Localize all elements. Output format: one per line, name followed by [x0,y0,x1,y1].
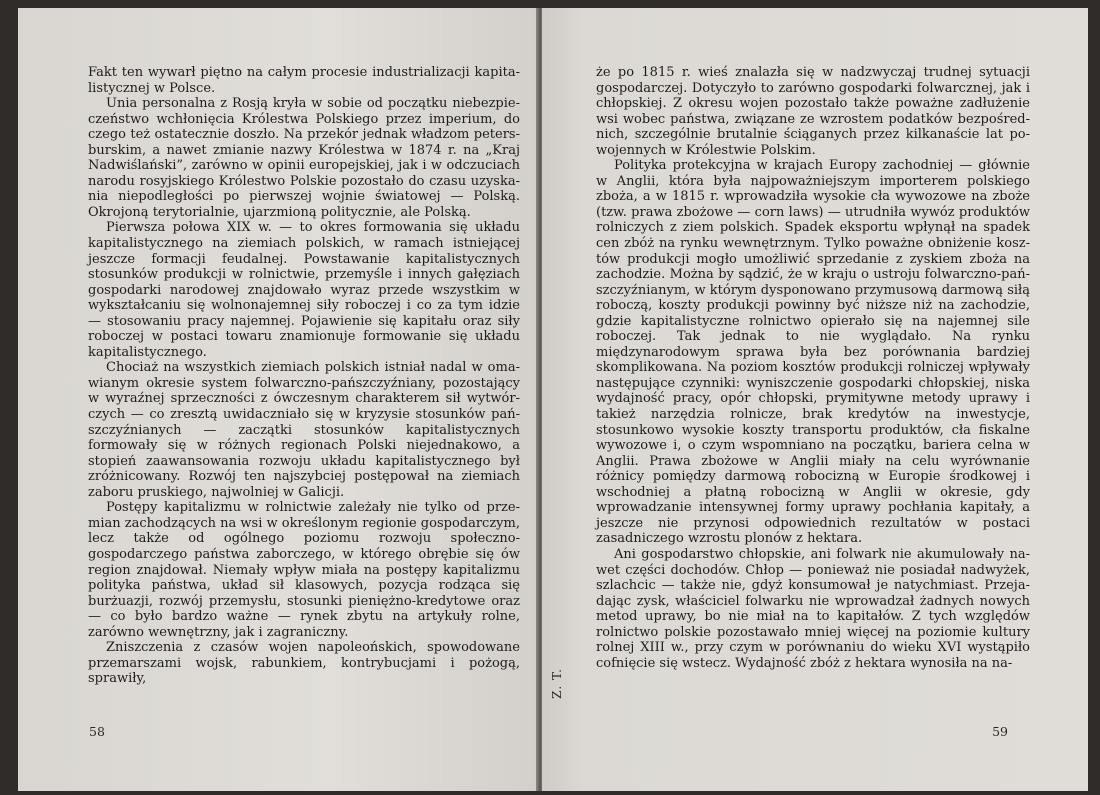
paragraph: Postępy kapitalizmu w rolnictwie zależały nie tylko od przemian zachodzących na wsi w określonym regionie gospodarczym, lecz także od ogólnego poziomu rozwoju społeczno-gospodarczego państwa zaborczego, w którego obrębie się ów region znajdował. Niemały wpływ miała na postępy kapitalizmu polityka państwa, układ sił klasowych, pozycja rodząca się burżuazji, rozwój przemysłu, stosunki pieniężno-kredytowe oraz — co było bardzo ważne — rynek zbytu na artykuły rolne, zarówno wewnętrzny, jak i zagraniczny. [88,500,520,640]
paragraph: Polityka protekcyjna w krajach Europy zachodniej — głównie w Anglii, która była najpoważniejszym importerem polskiego zboża, a w 1815 r. wprowadziła wysokie cła wywozowe na zboże (tzw. prawa zbożowe — corn laws) — utrudniła wywóz produktów rolniczych z ziem polskich. Spadek eksportu wpłynął na spadek cen zbóż na rynku wewnętrznym. Tylko poważne obniżenie kosztów produkcji mogło umożliwić sprzedanie z zyskiem zboża na zachodzie. Można by sądzić, że w kraju o ustroju folwarczno-pańszczyźnianym, w którym dysponowano przymusową darmową siłą roboczą, koszty produkcji powinny być niższe niż na zachodzie, gdzie kapitalistyczne rolnictwo opierało się na najemnej sile roboczej. Tak jednak to nie wyglądało. Na rynku międzynarodowym sprawa była bez porównania bardziej skomplikowana. Na poziom kosztów produkcji rolniczej wpływały następujące czynniki: wyniszczenie gospodarki chłopskiej, niska wydajność pracy, opór chłopski, prymitywne metody uprawy i takież narzędzia rolnicze, brak kredytów na inwestycje, stosunkowo wysokie koszty transportu produktów, cła fiskalne wywozowe i, o czym wspomniano na początku, bariera celna w Anglii. Prawa zbożowe w Anglii miały na celu wyrównanie różnicy pomiędzy darmową robocizną w Europie środkowej i wschodniej a płatną robocizną w Anglii w okresie, gdy wprowadzanie intensywnej formy uprawy pochłania kapitały, a jeszcze nie przynosi odpowiednich rezultatów w postaci zasadniczego wzrostu plonów z hektara. [596,158,1030,547]
paragraph: Pierwsza połowa XIX w. — to okres formowania się układu kapitalistycznego na ziemiach polskich, w ramach istniejącej jeszcze formacji feudalnej. Powstawanie kapitalistycznych stosunków produkcji w rolnictwie, przemyśle i innych gałęziach gospodarki narodowej znajdowało wyraz przede wszystkim w wykształcaniu się wolnonajemnej siły roboczej i co za tym idzie — stosowaniu pracy najemnej. Pojawienie się kapitału oraz siły roboczej w postaci towaru znamionuje formowanie się układu kapitalistycznego. [88,220,520,360]
left-page [18,8,538,791]
paragraph: Fakt ten wywarł piętno na całym procesie industrializacji kapitalistycznej w Polsce. [88,65,520,96]
paragraph: że po 1815 r. wieś znalazła się w nadzwyczaj trudnej sytuacji gospodarczej. Dotyczyło to zarówno gospodarki folwarcznej, jak i chłopskiej. Z okresu wojen pozostało także poważne zadłużenie wsi wobec państwa, związane ze wzrostem podatków bezpośrednich, szczególnie brutalnie ściąganych przez kilkanaście lat powojennych w Królestwie Polskim. [596,65,1030,158]
paragraph: Zniszczenia z czasów wojen napoleońskich, spowodowane przemarszami wojsk, rabunkiem, kontrybucjami i pożogą, sprawiły, [88,640,520,687]
page-number-left: 58 [89,724,105,739]
right-page [542,8,1088,791]
paragraph: Chociaż na wszystkich ziemiach polskich istniał nadal w omawianym okresie system folwarczno-pańszczyźniany, pozostający w wyraźnej sprzeczności z ówczesnym charakterem sił wytwórczych — co zresztą uwidaczniało się w kryzysie stosunków pańszczyźnianych — zaczątki stosunków kapitalistycznych formowały się w różnych regionach Polski niejednakowo, a stopień zaawansowania rozwoju układu kapitalistycznego był zróżnicowany. Rozwój ten najszybciej postępował na ziemiach zaboru pruskiego, najwolniej w Galicji. [88,360,520,500]
left-page-text [88,65,520,687]
paragraph: Ani gospodarstwo chłopskie, ani folwark nie akumulowały nawet części dochodów. Chłop — ponieważ nie posiadał nadwyżek, szlachcic — także nie, gdyż konsumował je natychmiast. Przejadając zysk, właściciel folwarku nie wprowadzał żadnych nowych metod uprawy, bo nie miał na to kapitałów. Z tych względów rolnictwo polskie pozostawało mniej więcej na poziomie kultury rolnej XIII w., przy czym w porównaniu do wieku XVI wystąpiło cofnięcie się wstecz. Wydajność zbóż z hektara wynosiła na na- [596,546,1030,671]
page-number-right: 59 [992,724,1008,739]
right-page-text [596,65,1030,671]
margin-note: Z. T. [550,668,564,699]
paragraph: Unia personalna z Rosją kryła w sobie od początku niebezpieczeństwo wchłonięcia Królestwa Polskiego przez imperium, do czego też ostatecznie doszło. Na przekór jednak władzom petersburskim, a nawet zmianie nazwy Królestwa w 1874 r. na „Kraj Nadwiślański”, zarówno w opinii europejskiej, jak i w odczuciach narodu rosyjskiego Królestwo Polskie pozostało do czasu uzyskania niepodległości po pierwszej wojnie światowej — Polską. Okrojoną terytorialnie, ujarzmioną politycznie, ale Polską. [88,96,520,220]
